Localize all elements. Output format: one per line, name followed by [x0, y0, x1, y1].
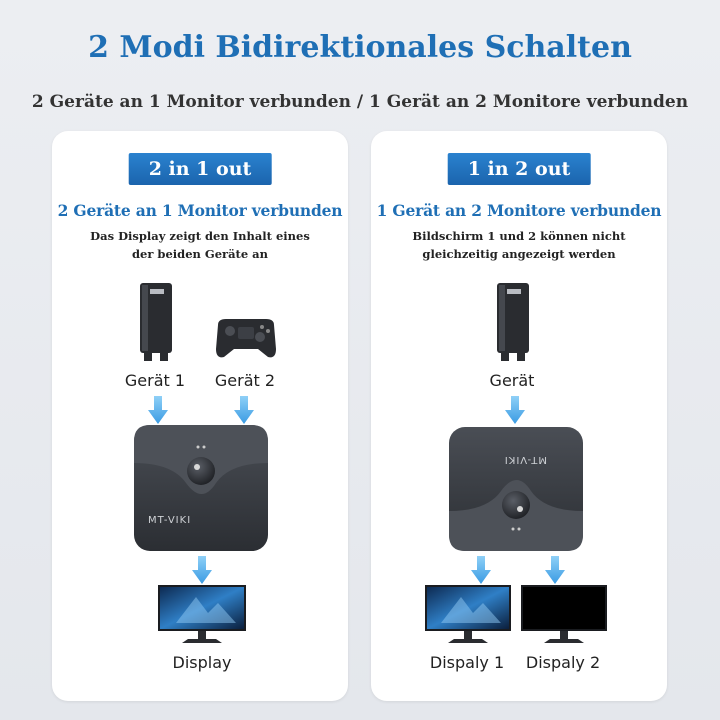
mode-description — [391, 227, 647, 263]
device1-label: Gerät 1 — [124, 371, 186, 390]
mode-heading: 1 Gerät an 2 Monitore verbunden — [376, 201, 662, 220]
arrow-down-icon — [505, 396, 525, 424]
device2-label: Gerät 2 — [214, 371, 276, 390]
monitor-off-icon — [519, 583, 609, 647]
arrow-down-icon — [545, 556, 565, 584]
description-line: der beiden Geräte an — [132, 247, 268, 261]
mode-panel-1-in-2-out — [371, 131, 667, 701]
switch-device-icon — [132, 423, 270, 553]
description-line: Das Display zeigt den Inhalt eines — [90, 229, 310, 243]
monitor-icon — [156, 583, 248, 647]
monitor-icon — [423, 583, 513, 647]
arrow-down-icon — [192, 556, 212, 584]
mode-heading: 2 Geräte an 1 Monitor verbunden — [57, 201, 343, 220]
mini-pc-icon — [493, 281, 533, 363]
description-line: gleichzeitig angezeigt werden — [422, 247, 616, 261]
display-label: Display — [172, 653, 232, 672]
page-title: 2 Modi Bidirektionales Schalten — [88, 30, 632, 65]
device-label: Gerät — [489, 371, 535, 390]
mode-description — [72, 227, 328, 263]
switch-brand-text: MT-VIKI — [503, 454, 547, 465]
switch-device-icon — [447, 425, 585, 553]
switch-brand-text: MT-VIKI — [148, 515, 192, 526]
mode-badge: 2 in 1 out — [129, 153, 272, 185]
display1-label: Dispaly 1 — [429, 653, 505, 672]
arrow-down-icon — [234, 396, 254, 424]
mode-badge: 1 in 2 out — [448, 153, 591, 185]
description-line: Bildschirm 1 und 2 können nicht — [412, 229, 626, 243]
display2-label: Dispaly 2 — [525, 653, 601, 672]
page-subtitle: 2 Geräte an 1 Monitor verbunden / 1 Gerät an 2 Monitore verbunden — [31, 92, 689, 112]
arrow-down-icon — [471, 556, 491, 584]
mode-panel-2-in-1-out — [52, 131, 348, 701]
game-controller-icon — [212, 317, 280, 361]
mini-pc-icon — [136, 281, 176, 363]
arrow-down-icon — [148, 396, 168, 424]
